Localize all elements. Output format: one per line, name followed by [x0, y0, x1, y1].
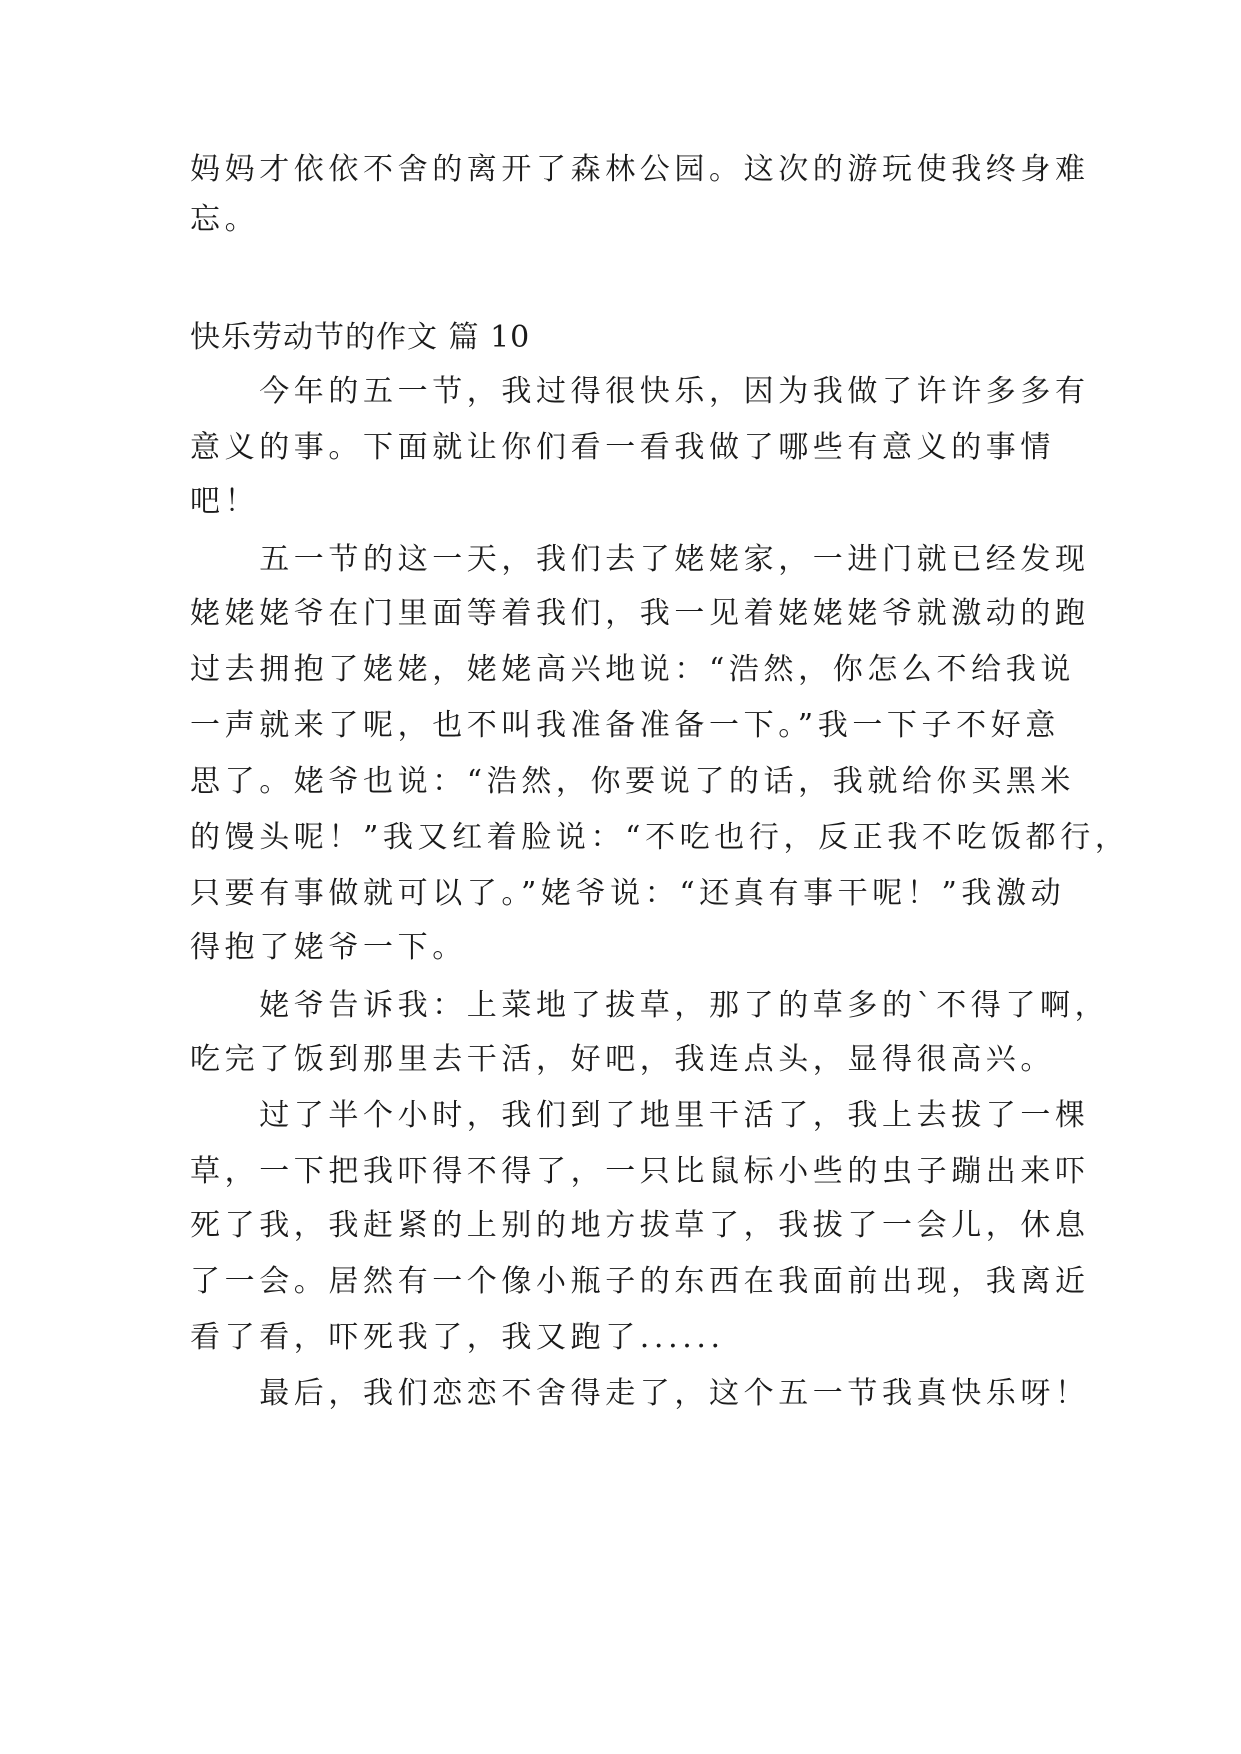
text-line: 了一会。居然有一个像小瓶子的东西在我面前出现，我离近 — [190, 1264, 1090, 1299]
text-line: 思了。姥爷也说：“浩然，你要说了的话，我就给你买黑米 — [190, 764, 1075, 799]
text-line: 忘。 — [190, 202, 260, 237]
text-line: 意义的事。下面就让你们看一看我做了哪些有意义的事情 — [190, 430, 1055, 465]
text-line: 得抱了姥爷一下。 — [190, 930, 467, 965]
text-line: 妈妈才依依不舍的离开了森林公园。这次的游玩使我终身难 — [190, 152, 1090, 187]
text-line: 看了看，吓死我了，我又跑了...... — [190, 1320, 725, 1355]
text-line: 今年的五一节，我过得很快乐，因为我做了许许多多有 — [190, 374, 1090, 409]
document-body — [190, 0, 1130, 1754]
text-line: 死了我，我赶紧的上别的地方拔草了，我拔了一会儿，休息 — [190, 1208, 1090, 1243]
text-line: 草，一下把我吓得不得了，一只比鼠标小些的虫子蹦出来吓 — [190, 1154, 1090, 1189]
text-line: 吃完了饭到那里去干活，好吧，我连点头，显得很高兴。 — [190, 1042, 1055, 1077]
text-line: 一声就来了呢，也不叫我准备准备一下。”我一下子不好意 — [190, 708, 1060, 743]
text-line: 五一节的这一天，我们去了姥姥家，一进门就已经发现 — [190, 542, 1090, 577]
text-line: 姥爷告诉我：上菜地了拔草，那了的草多的`不得了啊， — [190, 988, 1110, 1023]
text-line: 过去拥抱了姥姥，姥姥高兴地说：“浩然，你怎么不给我说 — [190, 652, 1075, 687]
text-line: 姥姥姥爷在门里面等着我们，我一见着姥姥姥爷就激动的跑 — [190, 596, 1090, 631]
text-line: 最后，我们恋恋不舍得走了，这个五一节我真快乐呀！ — [190, 1376, 1090, 1411]
text-line: 吧！ — [190, 484, 260, 519]
text-line: 只要有事做就可以了。”姥爷说：“还真有事干呢！”我激动 — [190, 876, 1066, 911]
text-line: 过了半个小时，我们到了地里干活了，我上去拔了一棵 — [190, 1098, 1090, 1133]
section-heading: 快乐劳动节的作文 篇 10 — [190, 320, 531, 355]
text-line: 的馒头呢！”我又红着脸说：“不吃也行，反正我不吃饭都行， — [190, 820, 1130, 855]
